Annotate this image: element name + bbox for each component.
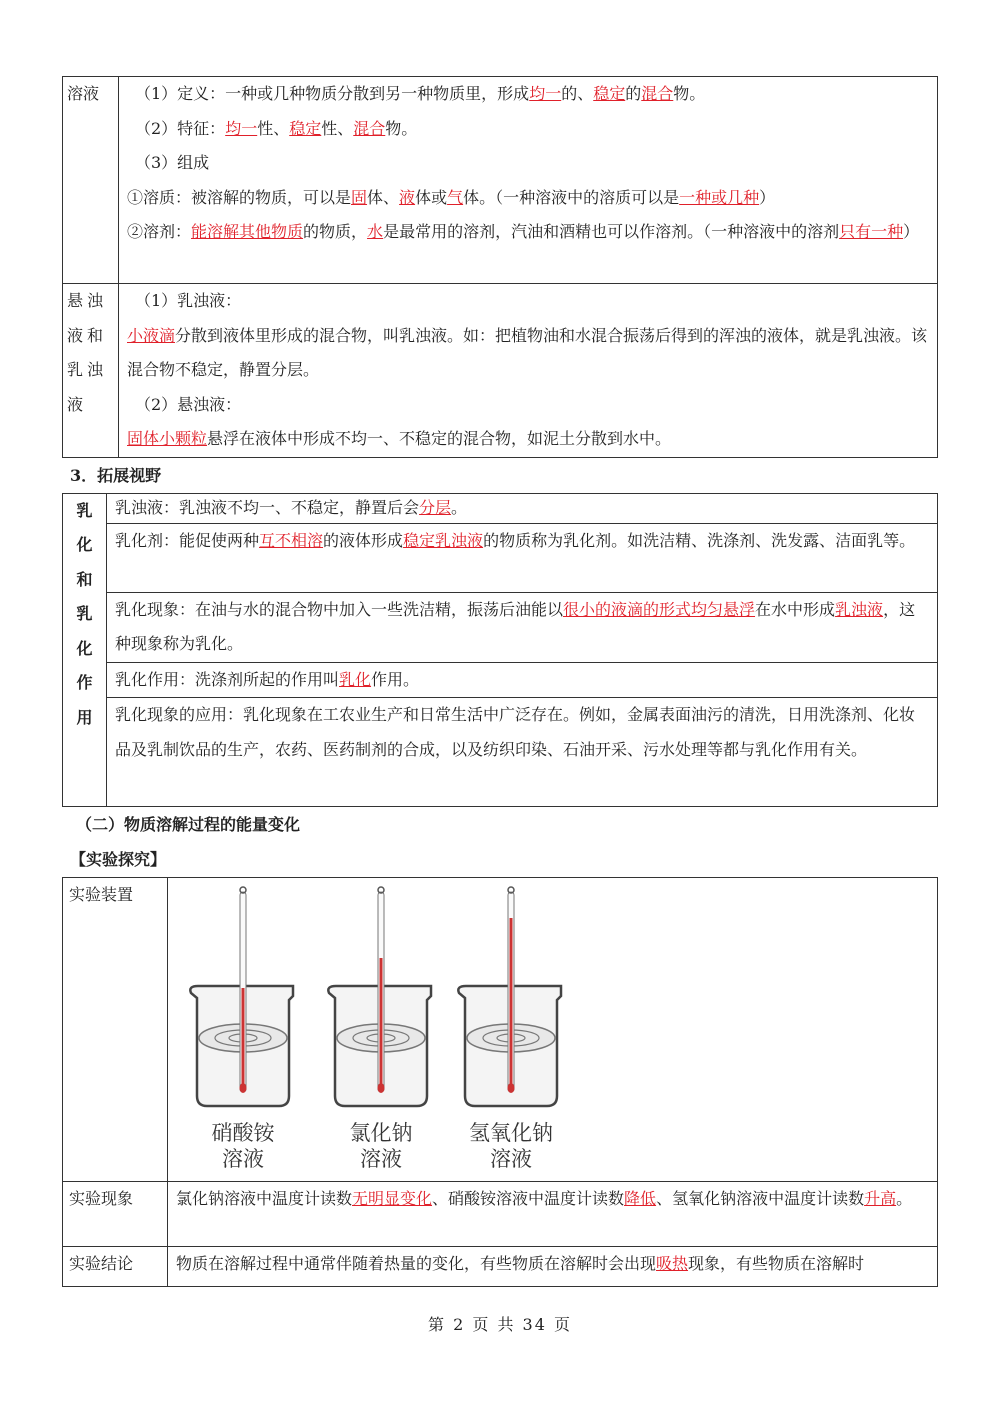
answer-blank: 固体小颗粒 <box>127 429 208 448</box>
row-label-solution: 溶液 <box>63 77 119 284</box>
row-label-emulsion <box>63 493 107 807</box>
answer-blank: 稳定 <box>593 84 626 103</box>
text-segment: 物。 <box>385 118 418 138</box>
text-segment: ） <box>903 222 920 241</box>
phenomenon-text <box>168 1182 938 1247</box>
answer-blank: 液 <box>399 187 416 207</box>
answer-blank: 吸热 <box>656 1254 689 1273</box>
text-segment: 、硝酸铵溶液中温度计读数 <box>432 1189 625 1208</box>
beaker-label: 溶液 <box>360 1147 402 1171</box>
text-segment: 的 <box>625 84 642 103</box>
text-segment: （2）特征： <box>135 118 226 138</box>
beaker-label: 氯化钠 <box>349 1121 413 1145</box>
row-label-conclusion: 实验结论 <box>63 1247 168 1287</box>
text-segment: 的、 <box>561 84 594 103</box>
text-segment: 乳化剂：能促使两种 <box>115 530 260 550</box>
paragraph <box>127 422 929 457</box>
row-label-apparatus: 实验装置 <box>63 878 168 1182</box>
text-segment: （1）乳浊液： <box>135 291 242 310</box>
beaker-0 <box>190 887 293 1171</box>
text-segment: 的液体形成 <box>323 530 404 550</box>
text-segment: 。 <box>451 497 468 517</box>
text-segment: （1）定义：一种或几种物质分散到另一种物质里，形成 <box>135 84 530 103</box>
text-segment: 。 <box>896 1189 913 1208</box>
answer-blank: 互不相溶 <box>259 530 324 550</box>
text-segment: 乳化作用：洗涤剂所起的作用叫 <box>115 669 340 689</box>
paragraph <box>127 181 929 216</box>
solution-content <box>119 77 938 284</box>
row-label-phenomenon: 实验现象 <box>63 1182 168 1247</box>
answer-blank: 均一 <box>529 84 562 103</box>
answer-blank: 混合 <box>353 118 386 138</box>
text-segment: 乳化现象：在油与水的混合物中加入一些洗洁精，振荡后油能以 <box>115 599 564 619</box>
section-heading-expand: 3．拓展视野 <box>70 465 162 485</box>
answer-blank: 很小的液滴的形式均匀悬浮 <box>563 599 756 619</box>
answer-blank: 一种或几种 <box>679 187 760 207</box>
answer-blank: 只有一种 <box>839 222 904 241</box>
emulsion-row <box>107 493 938 523</box>
emulsifying-action-row <box>107 662 938 698</box>
text-segment: 作用。 <box>371 669 420 689</box>
answer-blank: 分层 <box>419 497 452 517</box>
text-segment: 乳浊液：乳浊液不均一、不稳定，静置后会 <box>115 497 420 517</box>
text-segment: 、氢氧化钠溶液中温度计读数 <box>656 1189 865 1208</box>
text-segment: 的物质， <box>303 222 368 241</box>
text-segment: 分散到液体里形成的混合物，叫乳浊液。如：把植物油和水混合振荡后得到的浑浊的液体，就是乳浊液。该混合物不稳定，静置分层。 <box>127 325 928 379</box>
experiment-table <box>62 877 938 1287</box>
answer-blank: 混合 <box>641 84 674 103</box>
text-segment: 在水中形成 <box>755 599 836 619</box>
paragraph <box>127 215 929 250</box>
page-footer: 第 2 页 共 34 页 <box>428 1315 572 1334</box>
text-segment: 是最常用的溶剂，汽油和酒精也可以作溶剂。（一种溶液中的溶剂 <box>383 222 840 241</box>
paragraph <box>127 388 929 423</box>
solution-table <box>62 76 938 458</box>
emulsion-table <box>62 493 938 808</box>
experiment-heading: 【实验探究】 <box>70 850 167 869</box>
text-segment: 体或 <box>415 187 448 207</box>
paragraph <box>127 146 929 181</box>
text-segment: 现象，有些物质在溶解时 <box>688 1254 865 1273</box>
text-segment: 悬浮在液体中形成不均一、不稳定的混合物，如泥土分散到水中。 <box>207 429 672 448</box>
apparatus-figure <box>168 878 938 1182</box>
text-segment: 的物质称为乳化剂。如洗洁精、洗涤剂、洗发露、洁面乳等。 <box>483 530 916 550</box>
beaker-label: 氢氧化钠 <box>469 1121 553 1145</box>
text-segment: ，这种现象称为乳化。 <box>115 599 916 653</box>
emulsifier-row <box>107 523 938 592</box>
text-segment: 性、 <box>321 118 354 138</box>
text-segment: ②溶剂： <box>127 222 192 241</box>
answer-blank: 升高 <box>864 1189 897 1208</box>
answer-blank: 无明显变化 <box>352 1189 433 1208</box>
row-label-suspension: 悬浊液和乳浊液 <box>63 284 119 458</box>
conclusion-text <box>168 1247 938 1287</box>
answer-blank: 固 <box>351 187 368 207</box>
text-segment: 性、 <box>257 118 290 138</box>
beaker-label: 溶液 <box>222 1147 264 1171</box>
answer-blank: 气 <box>447 187 464 207</box>
text-segment: 物。 <box>673 84 706 103</box>
beaker-2 <box>458 887 561 1171</box>
paragraph <box>127 284 929 319</box>
application-row <box>107 698 938 807</box>
emulsification-row <box>107 592 938 662</box>
beakers-illustration <box>168 878 588 1178</box>
text-segment: （3）组成 <box>135 153 210 172</box>
answer-blank: 能溶解其他物质 <box>191 222 304 241</box>
paragraph <box>127 112 929 147</box>
answer-blank: 乳化 <box>339 669 372 689</box>
answer-blank: 稳定乳浊液 <box>403 530 484 550</box>
beaker-1 <box>328 887 431 1171</box>
paragraph <box>127 77 929 112</box>
suspension-content <box>119 284 938 458</box>
answer-blank: 乳浊液 <box>835 599 884 619</box>
answer-blank: 降低 <box>624 1189 657 1208</box>
answer-blank: 小液滴 <box>127 325 176 345</box>
section-heading-energy: （二）物质溶解过程的能量变化 <box>76 815 301 834</box>
vertical-label: 乳化和乳化作用 <box>76 500 93 727</box>
text-segment: 乳化现象的应用：乳化现象在工农业生产和日常生活中广泛存在。例如，金属表面油污的清洗，日用洗涤剂、化妆品及乳制饮品的生产，农药、医药制剂的合成，以及纺织印染、石油开采、污水处理等都与乳化作用有关。 <box>115 705 916 759</box>
beaker-label: 溶液 <box>490 1147 532 1171</box>
text-segment: （2）悬浊液： <box>135 394 242 414</box>
answer-blank: 水 <box>367 222 384 241</box>
beaker-label: 硝酸铵 <box>211 1121 275 1145</box>
paragraph <box>127 319 929 388</box>
text-segment: 体。（一种溶液中的溶质可以是 <box>463 187 680 207</box>
text-segment: 氯化钠溶液中温度计读数 <box>176 1189 353 1208</box>
text-segment: 物质在溶解过程中通常伴随着热量的变化，有些物质在溶解时会出现 <box>176 1254 657 1273</box>
text-segment: ①溶质：被溶解的物质，可以是 <box>127 187 352 207</box>
page-content <box>62 0 938 1377</box>
text-segment: 体、 <box>367 187 400 207</box>
answer-blank: 稳定 <box>289 118 322 138</box>
text-segment: ） <box>759 187 776 207</box>
answer-blank: 均一 <box>225 118 258 138</box>
